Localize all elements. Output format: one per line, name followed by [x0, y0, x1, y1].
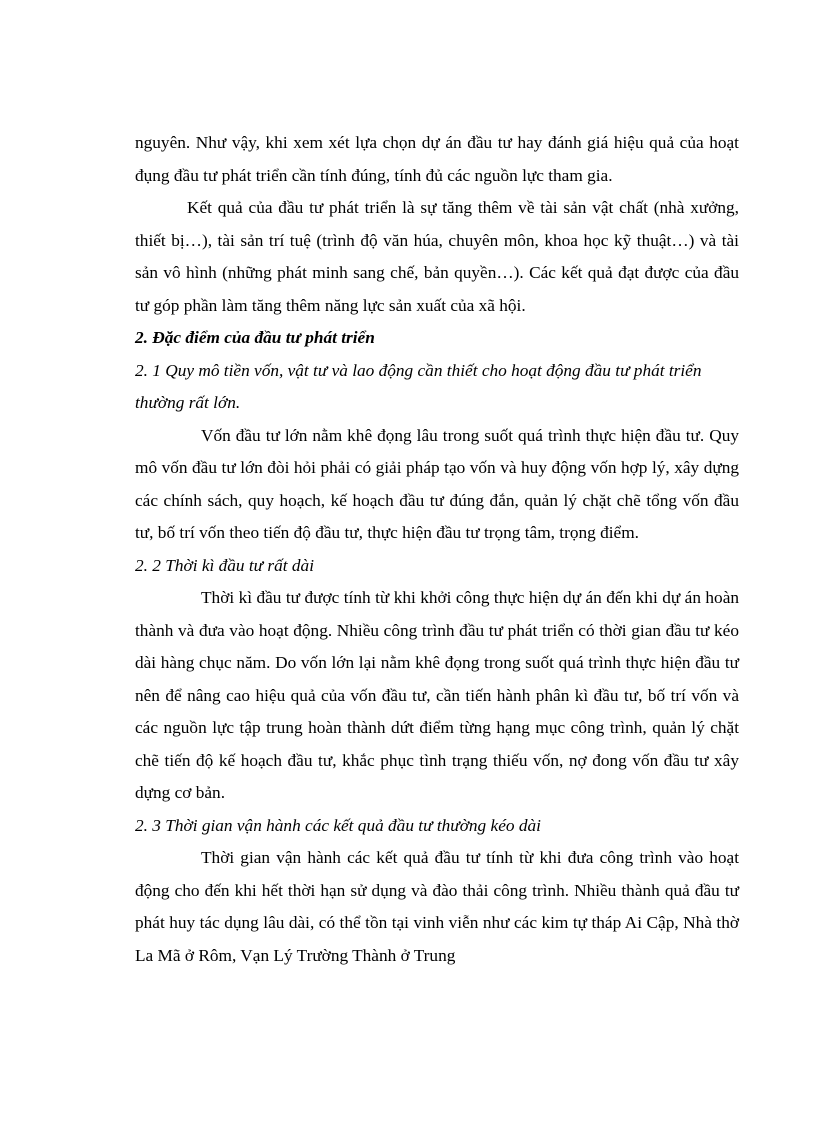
paragraph-investment-period: Thời kì đầu tư được tính từ khi khởi công thực hiện dự án đến khi dự án hoàn thành và đưa vào hoạt động. Nhiều công trình đầu tư phát triển có thời gian đầu tư kéo dài hàng chục năm. Do vốn lớn lại nằm khê đọng trong suốt quá trình thực hiện đầu tư nên để nâng cao hiệu quả của vốn đầu tư, cần tiến hành phân kì đầu tư, bố trí vốn và các nguồn lực tập trung hoàn thành dứt điểm từng hạng mục công trình, quản lý chặt chẽ tiến độ kế hoạch đầu tư, khắc phục tình trạng thiếu vốn, nợ đong vốn đầu tư xây dựng cơ bản.	[135, 588, 739, 802]
subheading-operation-time: 2. 3 Thời gian vận hành các kết quả đầu tư thường kéo dài	[135, 815, 541, 835]
subheading-investment-period: 2. 2 Thời kì đầu tư rất dài	[135, 555, 314, 575]
paragraph-intro-continuation: nguyên. Như vậy, khi xem xét lựa chọn dự án đầu tư hay đánh giá hiệu quả của hoạt đụng đầu tư phát triển cần tính đúng, tính đủ các nguồn lực tham gia.	[135, 133, 739, 185]
paragraph-operation-time: Thời gian vận hành các kết quả đầu tư tính từ khi đưa công trình vào hoạt động cho đến khi hết thời hạn sử dụng và đào thải công trình. Nhiều thành quả đầu tư phát huy tác dụng lâu dài, có thể tồn tại vinh viễn như các kim tự tháp Ai Cập, Nhà thờ La Mã ở Rôm, Vạn Lý Trường Thành ở Trung	[135, 848, 739, 965]
subheading-scale: 2. 1 Quy mô tiền vốn, vật tư và lao động cần thiết cho hoạt động đầu tư phát triển thường rất lớn.	[135, 360, 702, 412]
paragraph-investment-results: Kết quả của đầu tư phát triển là sự tăng thêm về tài sản vật chất (nhà xưởng, thiết bị…), tài sản trí tuệ (trình độ văn húa, chuyên môn, khoa học kỹ thuật…) và tài sản vô hình (những phát minh sang chế, bản quyền…). Các kết quả đạt được của đầu tư góp phần làm tăng thêm năng lực sản xuất của xã hội.	[135, 198, 739, 315]
document-page	[135, 127, 739, 972]
paragraph-scale: Vốn đầu tư lớn nằm khê đọng lâu trong suốt quá trình thực hiện đầu tư. Quy mô vốn đầu tư lớn đòi hỏi phải có giải pháp tạo vốn và huy động vốn hợp lý, xây dựng các chính sách, quy hoạch, kế hoạch đầu tư đúng đắn, quản lý chặt chẽ tổng vốn đầu tư, bố trí vốn theo tiến độ đầu tư, thực hiện đầu tư trọng tâm, trọng điểm.	[135, 425, 739, 542]
section-heading-characteristics: 2. Đặc điểm của đầu tư phát triển	[135, 328, 375, 347]
